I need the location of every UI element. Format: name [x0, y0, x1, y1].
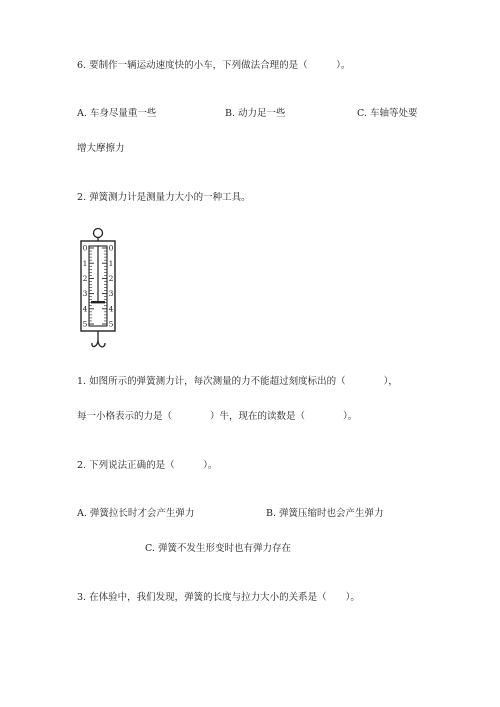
- scale-left-number-0: 0: [82, 243, 88, 253]
- scale-right-number-3: 3: [108, 289, 114, 299]
- q6-option-a: A. 车身尽量重一些: [77, 108, 157, 119]
- scale-right-number-1: 1: [108, 258, 114, 268]
- scale-left-number-5: 5: [82, 319, 88, 329]
- q6-option-c-continued: 增大摩擦力: [77, 143, 125, 154]
- q2-option-b: B. 弹簧压缩时也会产生弹力: [266, 508, 384, 519]
- top-ring: [94, 229, 103, 238]
- hook: [92, 340, 105, 347]
- q2-statement: 2. 弹簧测力计是测量力大小的一种工具。: [77, 192, 251, 203]
- q3-stem: 3. 在体验中，我们发现，弹簧的长度与拉力大小的关系是（ ）。: [77, 592, 360, 603]
- scale-right-number-2: 2: [108, 274, 114, 283]
- q2-option-c: C. 弹簧不发生形变时也有弹力存在: [145, 543, 291, 554]
- q1-line2: 每一小格表示的力是（ ）牛，现在的读数是（ ）。: [77, 411, 358, 422]
- scale-left-number-3: 3: [82, 289, 88, 299]
- q6-option-c: C. 车轴等处要: [357, 108, 418, 119]
- q6-option-b: B. 动力足一些: [225, 108, 286, 119]
- scale-right-number-0: 0: [108, 243, 114, 253]
- scale-left-number-2: 2: [82, 274, 88, 283]
- q2-stem: 2. 下列说法正确的是（ ）。: [77, 460, 218, 471]
- q1-line1: 1. 如图所示的弹簧测力计，每次测量的力不能超过刻度标出的（ ），: [77, 376, 398, 387]
- scale-left-number-4: 4: [82, 304, 88, 314]
- spring-scale-figure: [78, 226, 118, 354]
- q2-option-a: A. 弹簧拉长时才会产生弹力: [77, 508, 195, 519]
- q6-stem: 6. 要制作一辆运动速度快的小车，下列做法合理的是（ ）。: [77, 60, 351, 71]
- pointer: [91, 301, 105, 303]
- scale-left-number-1: 1: [82, 258, 88, 268]
- scale-right-number-5: 5: [108, 319, 114, 329]
- scale-right-number-4: 4: [108, 304, 114, 314]
